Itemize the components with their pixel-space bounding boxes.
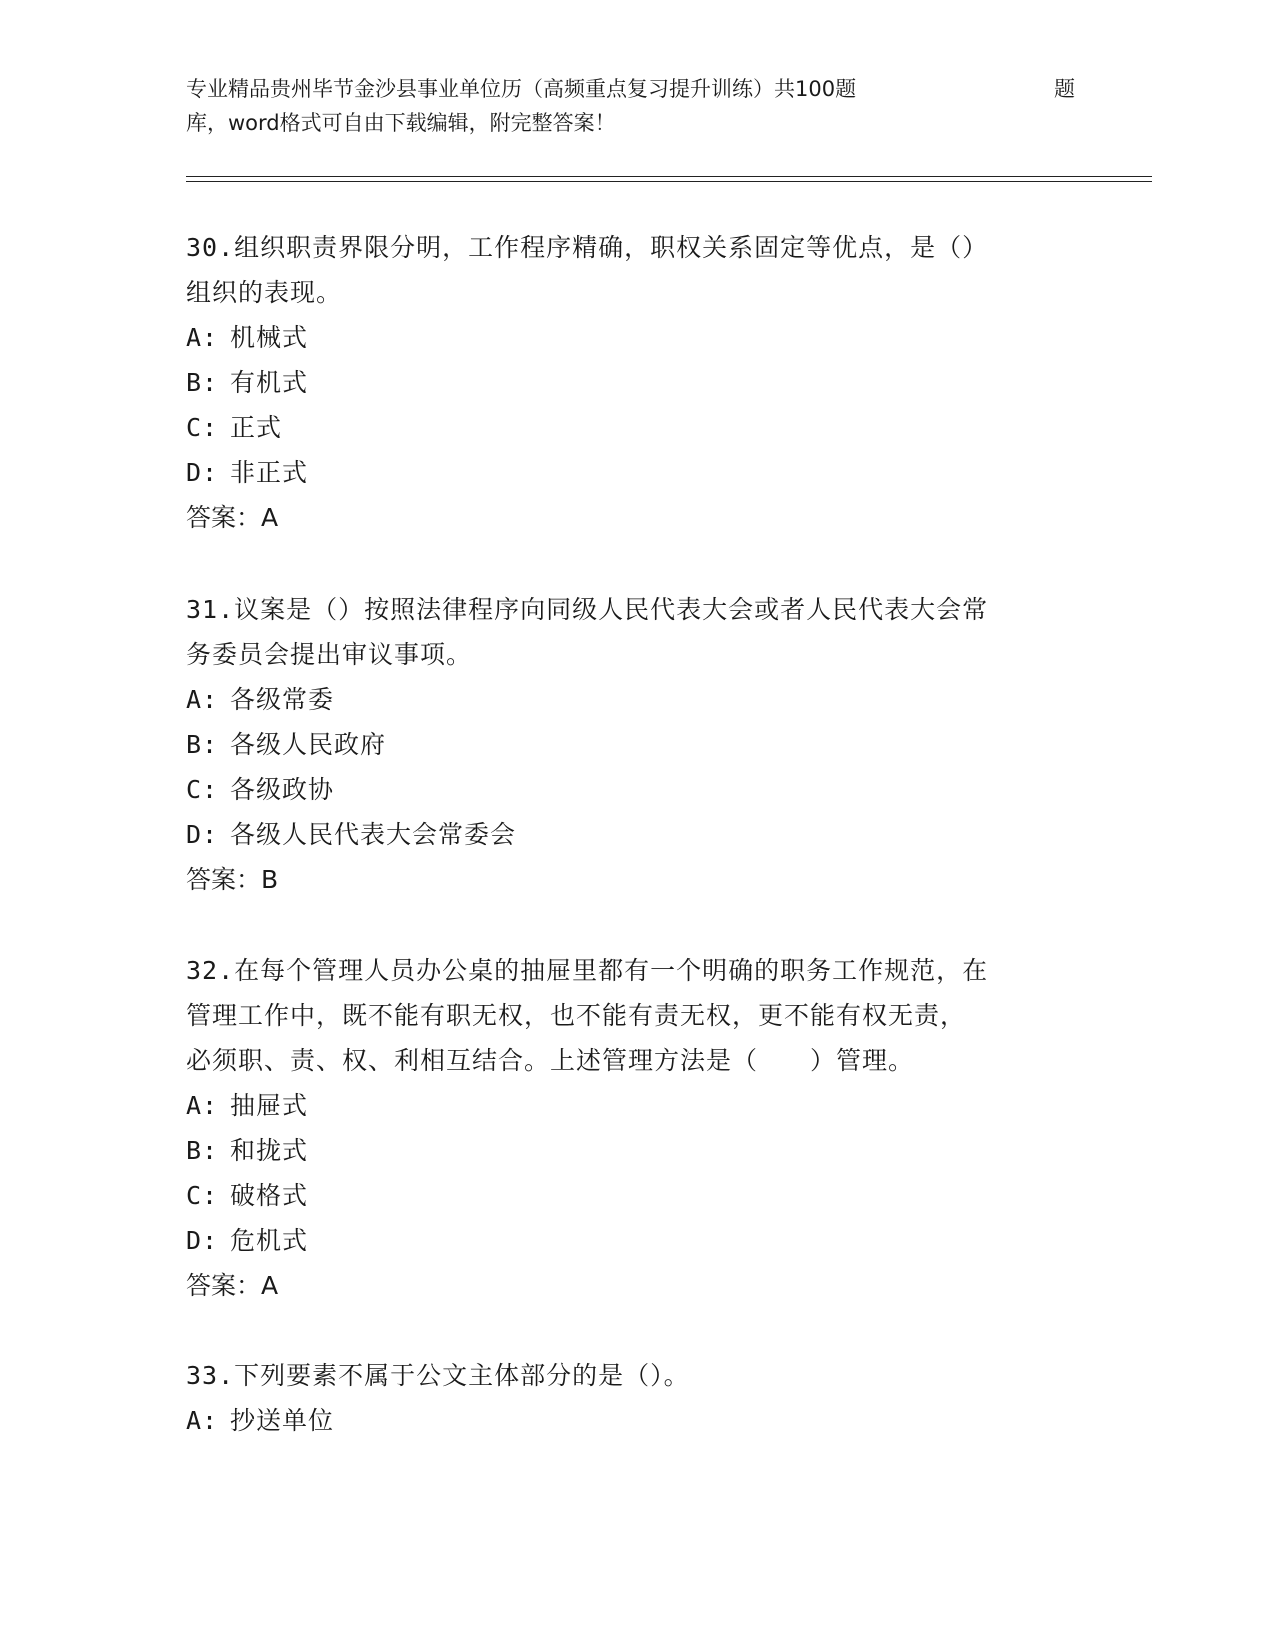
- option-text: 机械式: [230, 323, 309, 352]
- option-a: [186, 677, 1086, 722]
- header-line-1-tail: 题: [1054, 77, 1075, 101]
- option-key: A:: [186, 685, 219, 714]
- option-list: [186, 1083, 1086, 1263]
- option-key: D:: [186, 820, 219, 849]
- header-divider-top: [186, 176, 1152, 177]
- option-text: 各级人民代表大会常委会: [230, 820, 517, 849]
- option-text: 抽屉式: [230, 1091, 309, 1120]
- option-text: 正式: [230, 413, 283, 442]
- option-text: 各级常委: [230, 685, 335, 714]
- option-list: [186, 677, 1086, 857]
- question-stem-line: 务委员会提出审议事项。: [186, 640, 473, 669]
- answer-line: 答案：A: [186, 503, 279, 532]
- document-header: [186, 72, 1086, 140]
- header-divider-bottom: [186, 181, 1152, 182]
- header-line-2: 库，word格式可自由下载编辑，附完整答案！: [186, 111, 616, 135]
- header-line-1: [186, 72, 1086, 106]
- option-text: 各级人民政府: [230, 730, 387, 759]
- option-key: C:: [186, 413, 219, 442]
- option-key: C:: [186, 1181, 219, 1210]
- option-text: 危机式: [230, 1226, 309, 1255]
- option-b: [186, 722, 1086, 767]
- option-key: B:: [186, 1136, 219, 1165]
- option-key: D:: [186, 458, 219, 487]
- option-key: B:: [186, 368, 219, 397]
- option-d: [186, 1218, 1086, 1263]
- option-key: C:: [186, 775, 219, 804]
- question-30: [186, 225, 1086, 540]
- question-32: [186, 948, 1086, 1308]
- answer-line: 答案：B: [186, 865, 279, 894]
- option-c: [186, 405, 1086, 450]
- option-text: 抄送单位: [230, 1406, 335, 1435]
- question-stem-line: 必须职、责、权、利相互结合。上述管理方法是（ ）管理。: [186, 1046, 915, 1075]
- option-d: [186, 450, 1086, 495]
- question-stem-line: 组织的表现。: [186, 278, 343, 307]
- answer-line: 答案：A: [186, 1271, 279, 1300]
- question-33: [186, 1353, 1086, 1443]
- question-stem-line: 31.议案是（）按照法律程序向同级人民代表大会或者人民代表大会常: [186, 595, 989, 624]
- question-stem-line: 32.在每个管理人员办公桌的抽屉里都有一个明确的职务工作规范，在: [186, 956, 989, 985]
- option-c: [186, 767, 1086, 812]
- option-b: [186, 1128, 1086, 1173]
- option-c: [186, 1173, 1086, 1218]
- option-key: B:: [186, 730, 219, 759]
- option-text: 各级政协: [230, 775, 335, 804]
- option-key: A:: [186, 323, 219, 352]
- question-31: [186, 587, 1086, 902]
- option-b: [186, 360, 1086, 405]
- option-key: A:: [186, 1091, 219, 1120]
- option-list: [186, 315, 1086, 495]
- header-line-1-text: 专业精品贵州毕节金沙县事业单位历（高频重点复习提升训练）共100题: [186, 77, 857, 101]
- option-list: [186, 1398, 1086, 1443]
- option-a: [186, 1398, 1086, 1443]
- option-d: [186, 812, 1086, 857]
- question-stem-line: 管理工作中，既不能有职无权，也不能有责无权，更不能有权无责，: [186, 1001, 967, 1030]
- option-key: A:: [186, 1406, 219, 1435]
- option-text: 非正式: [230, 458, 309, 487]
- option-text: 有机式: [230, 368, 309, 397]
- question-stem-line: 33.下列要素不属于公文主体部分的是（）。: [186, 1361, 690, 1390]
- option-text: 和拢式: [230, 1136, 309, 1165]
- question-stem-line: 30.组织职责界限分明，工作程序精确，职权关系固定等优点，是（）: [186, 233, 989, 262]
- option-a: [186, 1083, 1086, 1128]
- option-a: [186, 315, 1086, 360]
- option-text: 破格式: [230, 1181, 309, 1210]
- option-key: D:: [186, 1226, 219, 1255]
